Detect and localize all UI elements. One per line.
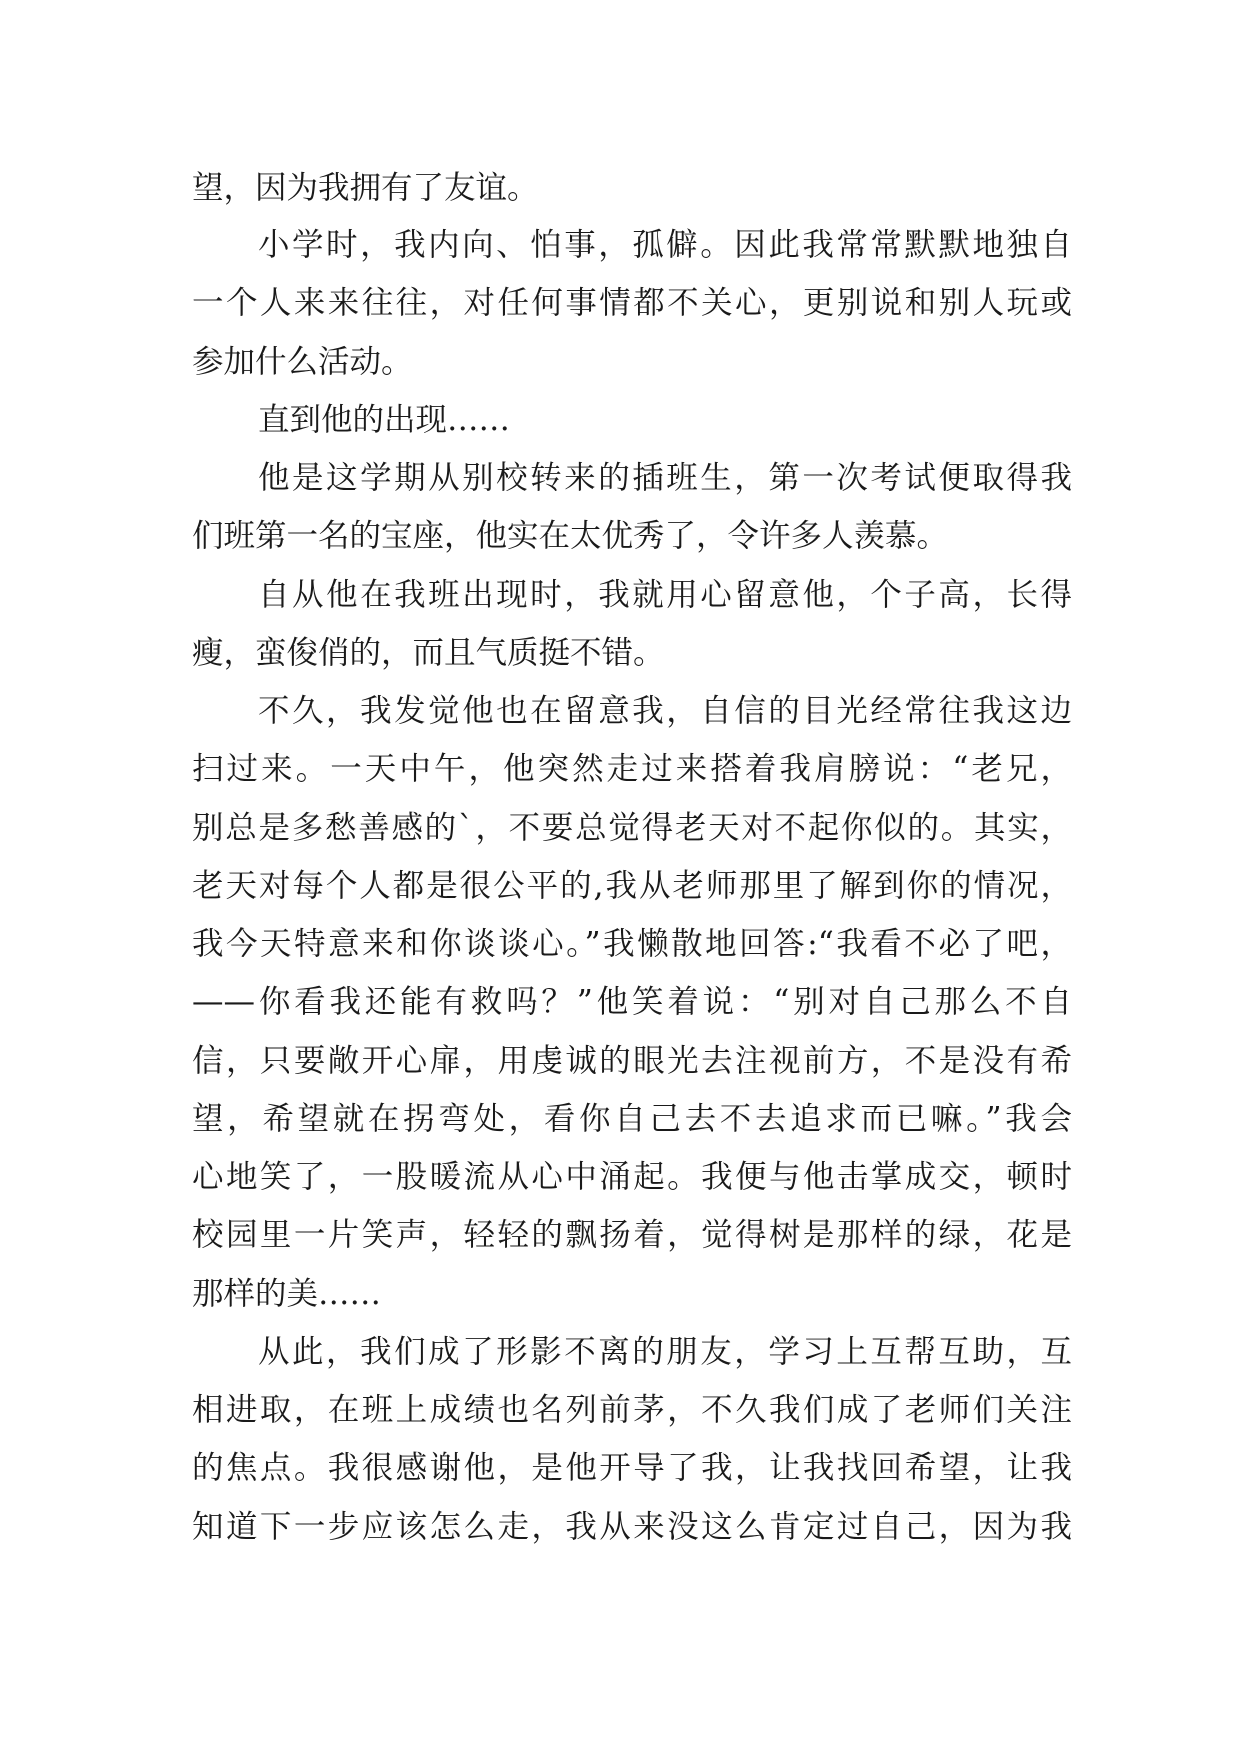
text-line: 瘦，蛮俊俏的，而且气质挺不错。 bbox=[192, 635, 665, 671]
text-line: 相进取，在班上成绩也名列前茅，不久我们成了老师们关注 bbox=[192, 1392, 1072, 1428]
text-line: 们班第一名的宝座，他实在太优秀了，令许多人羡慕。 bbox=[192, 518, 949, 554]
text-line: 参加什么活动。 bbox=[192, 344, 413, 380]
text-line: 不久，我发觉他也在留意我，自信的目光经常往我这边 bbox=[258, 693, 1072, 729]
text-line: 别总是多愁善感的`，不要总觉得老天对不起你似的。其实， bbox=[192, 810, 1072, 846]
text-line: 直到他的出现…… bbox=[258, 402, 511, 438]
text-line: 校园里一片笑声，轻轻的飘扬着，觉得树是那样的绿，花是 bbox=[192, 1217, 1072, 1253]
text-line: 扫过来。一天中午，他突然走过来搭着我肩膀说：“老兄， bbox=[192, 751, 1072, 787]
text-line: 他是这学期从别校转来的插班生，第一次考试便取得我 bbox=[258, 460, 1072, 496]
text-line: 自从他在我班出现时，我就用心留意他，个子高，长得 bbox=[258, 577, 1072, 613]
text-line: 的焦点。我很感谢他，是他开导了我，让我找回希望，让我 bbox=[192, 1450, 1072, 1486]
text-line: 信，只要敞开心扉，用虔诚的眼光去注视前方，不是没有希 bbox=[192, 1043, 1072, 1079]
text-line: 从此，我们成了形影不离的朋友，学习上互帮互助，互 bbox=[258, 1334, 1072, 1370]
text-line: 知道下一步应该怎么走，我从来没这么肯定过自己，因为我 bbox=[192, 1509, 1072, 1545]
text-line: 我今天特意来和你谈谈心。”我懒散地回答:“我看不必了吧， bbox=[192, 926, 1072, 962]
text-line: 一个人来来往往，对任何事情都不关心，更别说和别人玩或 bbox=[192, 285, 1072, 321]
text-line: 老天对每个人都是很公平的,我从老师那里了解到你的情况， bbox=[192, 868, 1072, 904]
text-line: 小学时，我内向、怕事，孤僻。因此我常常默默地独自 bbox=[258, 227, 1072, 263]
text-line: 望，因为我拥有了友谊。 bbox=[192, 170, 539, 206]
text-line: ——你看我还能有救吗？”他笑着说：“别对自己那么不自 bbox=[192, 984, 1072, 1020]
text-line: 心地笑了，一股暖流从心中涌起。我便与他击掌成交，顿时 bbox=[192, 1159, 1072, 1195]
text-line: 那样的美…… bbox=[192, 1276, 382, 1312]
text-line: 望，希望就在拐弯处，看你自己去不去追求而已嘛。”我会 bbox=[192, 1101, 1072, 1137]
